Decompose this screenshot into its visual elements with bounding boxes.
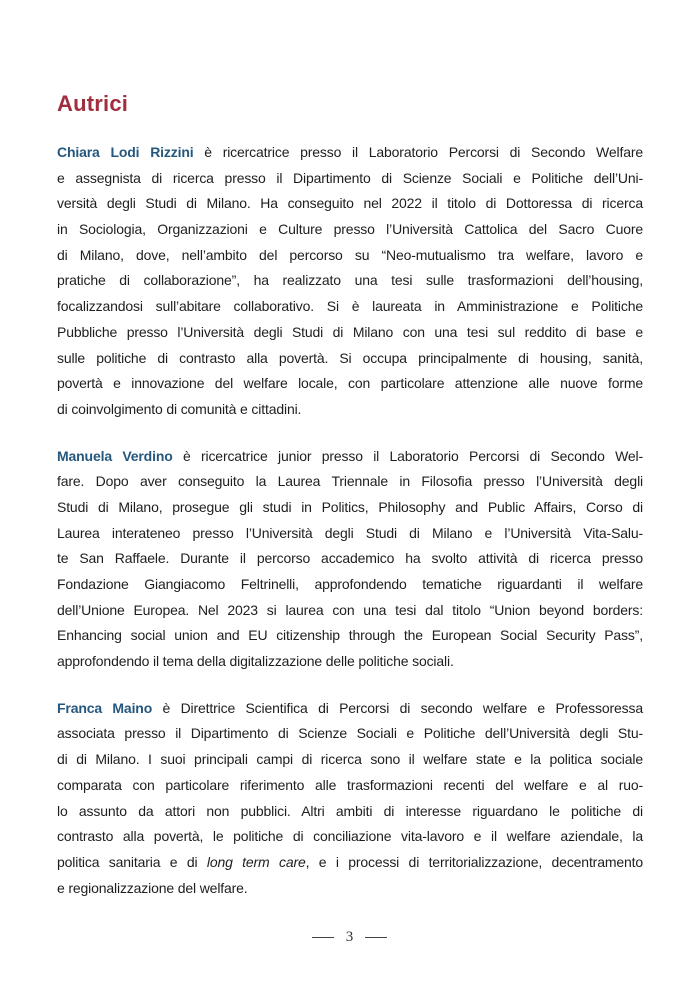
bio-line: Pubbliche presso l’Università degli Studi di Milano con una tesi sul reddito di base e bbox=[57, 323, 643, 340]
bio-line: povertà e innovazione del welfare locale, con particolare attenzione alle nuove forme bbox=[57, 375, 643, 392]
author-bio-paragraph bbox=[57, 696, 643, 902]
bio-line: in Sociologia, Organizzazioni e Culture presso l’Università Cattolica del Sacro Cuore bbox=[57, 221, 643, 238]
bio-line: dell’Unione Europea. Nel 2023 si laurea con una tesi dal titolo “Union beyond borders: bbox=[57, 601, 643, 618]
author-name: Franca Maino bbox=[57, 699, 153, 716]
footer-rule-left bbox=[312, 937, 334, 938]
bio-line: Studi di Milano, prosegue gli studi in Politics, Philosophy and Public Affairs, Corso di bbox=[57, 498, 643, 515]
bio-line: Manuela Verdino è ricercatrice junior presso il Laboratorio Percorsi di Secondo Wel- bbox=[57, 447, 643, 464]
bio-line: Chiara Lodi Rizzini è ricercatrice presso il Laboratorio Percorsi di Secondo Welfare bbox=[57, 144, 643, 160]
bio-line: di di Milano. I suoi principali campi di ricerca sono il welfare state e la politica sociale bbox=[57, 751, 643, 768]
bio-line: di coinvolgimento di comunità e cittadini. bbox=[57, 400, 302, 417]
bio-line: di Milano, dove, nell’ambito del percorso su “Neo-mutualismo tra welfare, lavoro e bbox=[57, 246, 643, 263]
bio-line: e regionalizzazione del welfare. bbox=[57, 879, 248, 896]
bio-line: associata presso il Dipartimento di Scienze Sociali e Politiche dell’Università degli Stu- bbox=[57, 725, 643, 742]
author-bio-paragraph bbox=[57, 444, 643, 675]
bio-line: sulle politiche di contrasto alla povertà. Si occupa principalmente di housing, sanità, bbox=[57, 349, 643, 366]
bio-line: Laurea interateneo presso l’Università degli Studi di Milano e l’Università Vita-Salu- bbox=[57, 524, 643, 541]
page-number: 3 bbox=[345, 929, 354, 945]
bio-line: Enhancing social union and EU citizenship through the European Social Security Pass”, bbox=[57, 627, 643, 644]
author-name: Chiara Lodi Rizzini bbox=[57, 144, 194, 160]
bio-line: comparata con particolare riferimento alle trasformazioni recenti del welfare e al ruo- bbox=[57, 776, 643, 793]
page-footer bbox=[0, 928, 699, 946]
bio-line: versità degli Studi di Milano. Ha conseguito nel 2022 il titolo di Dottoressa di ricerca bbox=[57, 195, 643, 212]
bio-list bbox=[57, 140, 643, 901]
bio-line: contrasto alla povertà, le politiche di conciliazione vita-lavoro e il welfare aziendale, la bbox=[57, 828, 643, 845]
bio-line: lo assunto da attori non pubblici. Altri ambiti di interesse riguardano le politiche di bbox=[57, 802, 643, 819]
bio-line: te San Raffaele. Durante il percorso accademico ha svolto attività di ricerca presso bbox=[57, 550, 643, 567]
bio-line: fare. Dopo aver conseguito la Laurea Triennale in Filosofia presso l’Università degli bbox=[57, 473, 643, 490]
author-name: Manuela Verdino bbox=[57, 447, 173, 464]
bio-line: politica sanitaria e di long term care, e i processi di territorializzazione, decentramento bbox=[57, 853, 643, 870]
page-heading: Autrici bbox=[57, 91, 129, 116]
bio-line: Franca Maino è Direttrice Scientifica di Percorsi di secondo welfare e Professoressa bbox=[57, 699, 643, 716]
bio-line: focalizzandosi sull’abitare collaborativo. Si è laureata in Amministrazione e Politiche bbox=[57, 298, 643, 315]
bio-line: e assegnista di ricerca presso il Dipartimento di Scienze Sociali e Politiche dell’Uni- bbox=[57, 169, 643, 186]
bio-line: Fondazione Giangiacomo Feltrinelli, approfondendo tematiche riguardanti il welfare bbox=[57, 576, 643, 592]
bio-line: pratiche di collaborazione”, ha realizzato una tesi sulle trasformazioni dell’housing, bbox=[57, 272, 643, 289]
footer-rule-right bbox=[365, 937, 387, 938]
bio-line: approfondendo il tema della digitalizzazione delle politiche sociali. bbox=[57, 653, 454, 670]
author-bio-paragraph bbox=[57, 140, 643, 423]
